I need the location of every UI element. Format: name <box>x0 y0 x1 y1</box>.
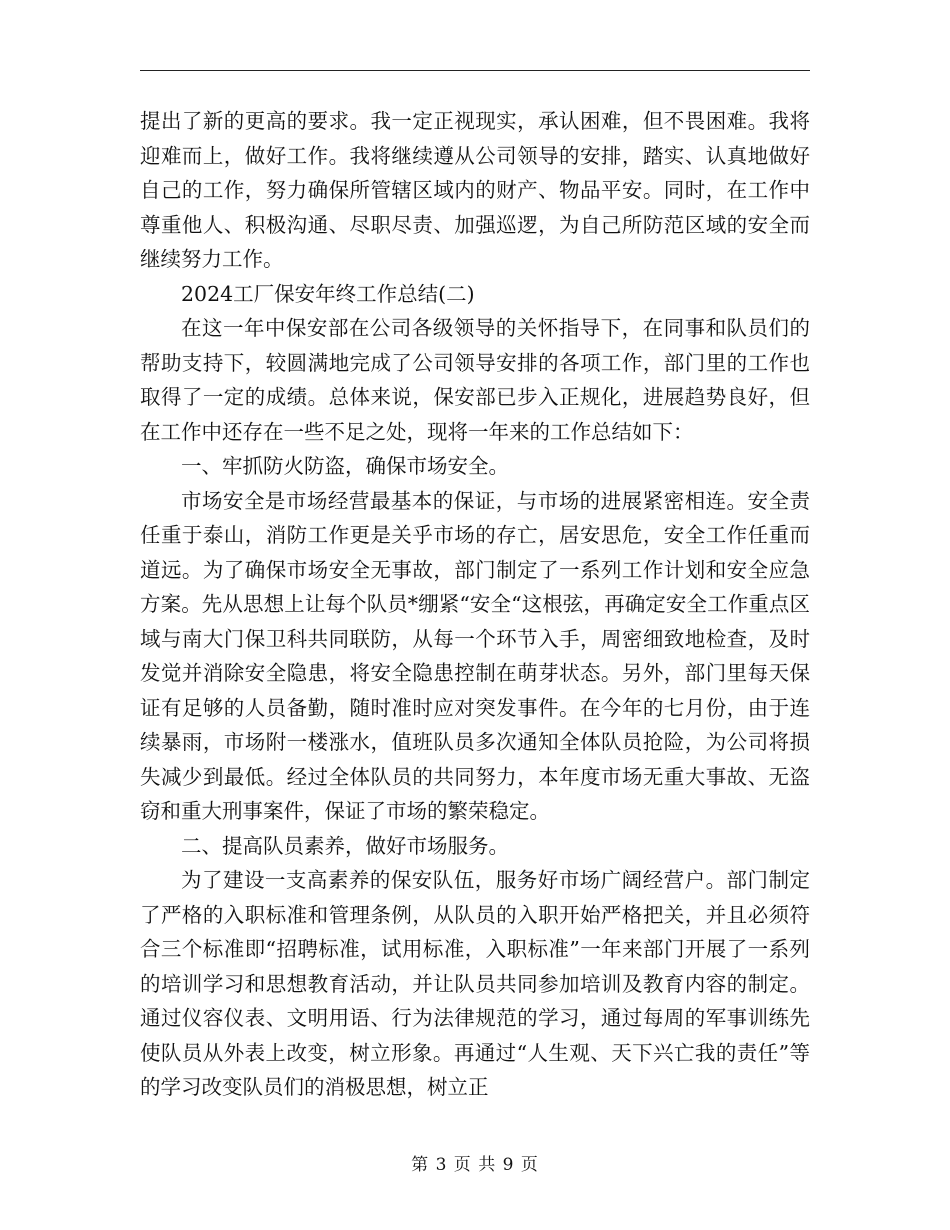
paragraph: 为了建设一支高素养的保安队伍，服务好市场广阔经营户。部门制定了严格的入职标准和管理条例，从队员的入职开始严格把关，并且必须符合三个标准即“招聘标准，试用标准，入职标准”一年来部门开展了一系列的培训学习和思想教育活动，并让队员共同参加培训及教育内容的制定。通过仪容仪表、文明用语、行为法律规范的学习，通过每周的军事训练先使队员从外表上改变，树立形象。再通过“人生观、天下兴亡我的责任”等的学习改变队员们的消极思想，树立正 <box>140 868 810 1099</box>
paragraph: 在这一年中保安部在公司各级领导的关怀指导下，在同事和队员们的帮助支持下，较圆满地完成了公司领导安排的各项工作，部门里的工作也取得了一定的成绩。总体来说，保安部已步入正规化，进展趋势良好，但在工作中还存在一些不足之处，现将一年来的工作总结如下： <box>140 316 810 444</box>
section-heading: 二、提高队员素养，做好市场服务。 <box>181 833 509 858</box>
paragraph: 提出了新的更高的要求。我一定正视现实，承认困难，但不畏困难。我将迎难而上，做好工作。我将继续遵从公司领导的安排，踏实、认真地做好自己的工作，努力确保所管辖区域内的财产、物品平安。同时，在工作中尊重他人、积极沟通、尽职尽责、加强巡逻，为自己所防范区域的安全而继续努力工作。 <box>140 109 810 271</box>
header-rule <box>140 70 810 71</box>
paragraph: 市场安全是市场经营最基本的保证，与市场的进展紧密相连。安全责任重于泰山，消防工作更是关乎市场的存亡，居安思危，安全工作任重而道远。为了确保市场安全无事故，部门制定了一系列工作计划和安全应急方案。先从思想上让每个队员*绷紧“安全“这根弦，再确定安全工作重点区域与南大门保卫科共同联防，从每一个环节入手，周密细致地检查，及时发觉并消除安全隐患，将安全隐患控制在萌芽状态。另外，部门里每天保证有足够的人员备勤，随时准时应对突发事件。在今年的七月份，由于连续暴雨，市场附一楼涨水，值班队员多次通知全体队员抢险，为公司将损失减少到最低。经过全体队员的共同努力，本年度市场无重大事故、无盗窃和重大刑事案件，保证了市场的繁荣稳定。 <box>140 488 810 823</box>
section-title: 2024工厂保安年终工作总结(二) <box>181 281 475 306</box>
document-body <box>140 104 810 1105</box>
page-number-footer: 第 3 页 共 9 页 <box>411 1155 539 1175</box>
section-heading: 一、牢抓防火防盗，确保市场安全。 <box>181 454 509 478</box>
